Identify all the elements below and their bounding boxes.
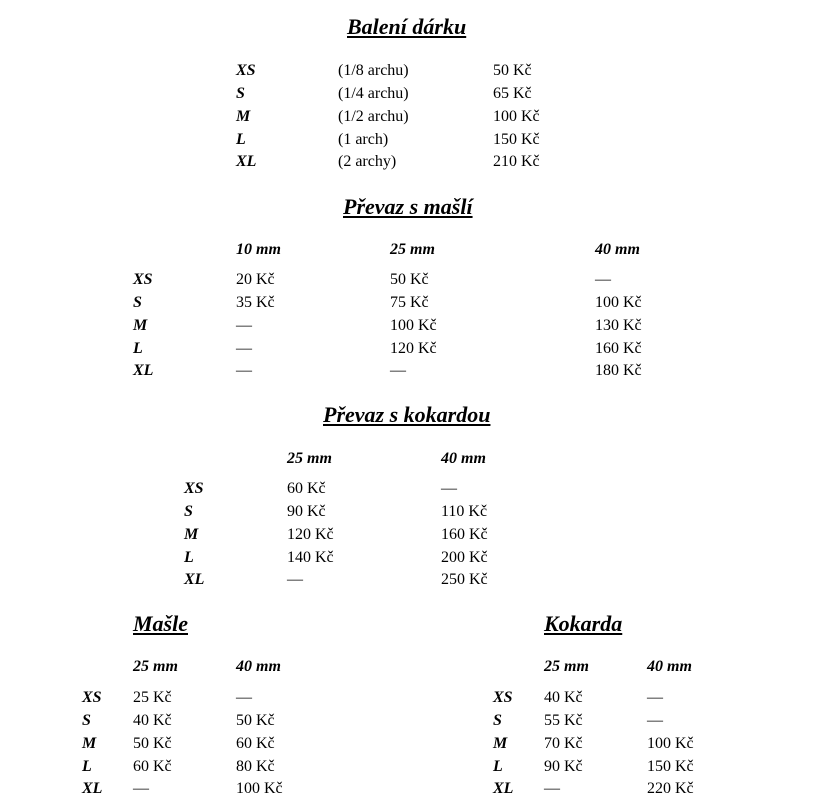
size-label: S bbox=[493, 712, 502, 729]
price-cell: — bbox=[647, 712, 663, 729]
column-header: 40 mm bbox=[441, 450, 486, 467]
size-label: S bbox=[82, 712, 91, 729]
price-cell: 20 Kč bbox=[236, 271, 275, 288]
price-cell: 100 Kč bbox=[236, 780, 283, 797]
size-label: S bbox=[236, 85, 245, 102]
price-cell: 90 Kč bbox=[287, 503, 326, 520]
price-cell: 60 Kč bbox=[133, 758, 172, 775]
column-header: 40 mm bbox=[595, 241, 640, 258]
price-cell: — bbox=[441, 480, 457, 497]
price-cell: 110 Kč bbox=[441, 503, 488, 520]
size-label: L bbox=[82, 758, 92, 775]
size-label: M bbox=[184, 526, 199, 543]
price-cell: 120 Kč bbox=[287, 526, 334, 543]
size-label: XL bbox=[133, 362, 154, 379]
price-cell: 120 Kč bbox=[390, 340, 437, 357]
price-cell: 60 Kč bbox=[287, 480, 326, 497]
size-label: L bbox=[493, 758, 503, 775]
price-cell: — bbox=[287, 571, 303, 588]
section-title-kokarda: Kokarda bbox=[544, 611, 623, 636]
size-label: S bbox=[184, 503, 193, 520]
column-header: 25 mm bbox=[390, 241, 435, 258]
size-desc: (1 arch) bbox=[338, 131, 389, 148]
price-cell: 80 Kč bbox=[236, 758, 275, 775]
size-label: L bbox=[236, 131, 246, 148]
price-cell: 100 Kč bbox=[595, 294, 642, 311]
price-cell: — bbox=[236, 689, 252, 706]
section-title-baleni: Balení dárku bbox=[347, 14, 467, 39]
section-title-masle: Mašle bbox=[133, 611, 188, 636]
price-cell: — bbox=[133, 780, 149, 797]
column-header: 40 mm bbox=[236, 658, 281, 675]
price-cell: 160 Kč bbox=[595, 340, 642, 357]
size-label: XS bbox=[236, 62, 256, 79]
price-cell: 200 Kč bbox=[441, 549, 488, 566]
size-desc: (1/4 archu) bbox=[338, 85, 409, 102]
price-cell: 100 Kč bbox=[390, 317, 437, 334]
size-label: L bbox=[133, 340, 143, 357]
price-cell: — bbox=[647, 689, 663, 706]
size-label: XS bbox=[133, 271, 153, 288]
price-cell: 60 Kč bbox=[236, 735, 275, 752]
price-cell: 40 Kč bbox=[133, 712, 172, 729]
price-cell: 180 Kč bbox=[595, 362, 642, 379]
price-cell: 100 Kč bbox=[493, 108, 540, 125]
column-header: 25 mm bbox=[287, 450, 332, 467]
price-cell: 250 Kč bbox=[441, 571, 488, 588]
size-label: XS bbox=[82, 689, 102, 706]
size-label: S bbox=[133, 294, 142, 311]
size-label: M bbox=[82, 735, 97, 752]
price-cell: 150 Kč bbox=[647, 758, 694, 775]
price-cell: 100 Kč bbox=[647, 735, 694, 752]
price-cell: 40 Kč bbox=[544, 689, 583, 706]
price-cell: 25 Kč bbox=[133, 689, 172, 706]
size-desc: (1/8 archu) bbox=[338, 62, 409, 79]
price-cell: 65 Kč bbox=[493, 85, 532, 102]
size-label: XL bbox=[493, 780, 514, 797]
column-header: 40 mm bbox=[647, 658, 692, 675]
price-cell: 90 Kč bbox=[544, 758, 583, 775]
price-cell: 35 Kč bbox=[236, 294, 275, 311]
size-label: M bbox=[236, 108, 251, 125]
column-header: 25 mm bbox=[133, 658, 178, 675]
size-label: M bbox=[493, 735, 508, 752]
price-cell: 210 Kč bbox=[493, 153, 540, 170]
price-cell: — bbox=[236, 317, 252, 334]
price-cell: 140 Kč bbox=[287, 549, 334, 566]
price-cell: 50 Kč bbox=[493, 62, 532, 79]
price-cell: 70 Kč bbox=[544, 735, 583, 752]
price-cell: 50 Kč bbox=[390, 271, 429, 288]
size-label: XS bbox=[493, 689, 513, 706]
price-cell: 55 Kč bbox=[544, 712, 583, 729]
column-header: 10 mm bbox=[236, 241, 281, 258]
price-cell: — bbox=[390, 362, 406, 379]
price-cell: 50 Kč bbox=[236, 712, 275, 729]
price-cell: 75 Kč bbox=[390, 294, 429, 311]
size-label: XL bbox=[184, 571, 205, 588]
size-desc: (2 archy) bbox=[338, 153, 397, 170]
price-cell: — bbox=[236, 362, 252, 379]
price-cell: — bbox=[595, 271, 611, 288]
price-cell: 150 Kč bbox=[493, 131, 540, 148]
price-cell: — bbox=[236, 340, 252, 357]
price-cell: 160 Kč bbox=[441, 526, 488, 543]
price-cell: — bbox=[544, 780, 560, 797]
column-header: 25 mm bbox=[544, 658, 589, 675]
price-cell: 50 Kč bbox=[133, 735, 172, 752]
size-label: XS bbox=[184, 480, 204, 497]
section-title-prevaz-kokardou: Převaz s kokardou bbox=[323, 402, 491, 427]
size-desc: (1/2 archu) bbox=[338, 108, 409, 125]
price-cell: 130 Kč bbox=[595, 317, 642, 334]
section-title-prevaz-masli: Převaz s mašlí bbox=[343, 194, 473, 219]
size-label: XL bbox=[236, 153, 257, 170]
size-label: L bbox=[184, 549, 194, 566]
price-cell: 220 Kč bbox=[647, 780, 694, 797]
size-label: XL bbox=[82, 780, 103, 797]
size-label: M bbox=[133, 317, 148, 334]
